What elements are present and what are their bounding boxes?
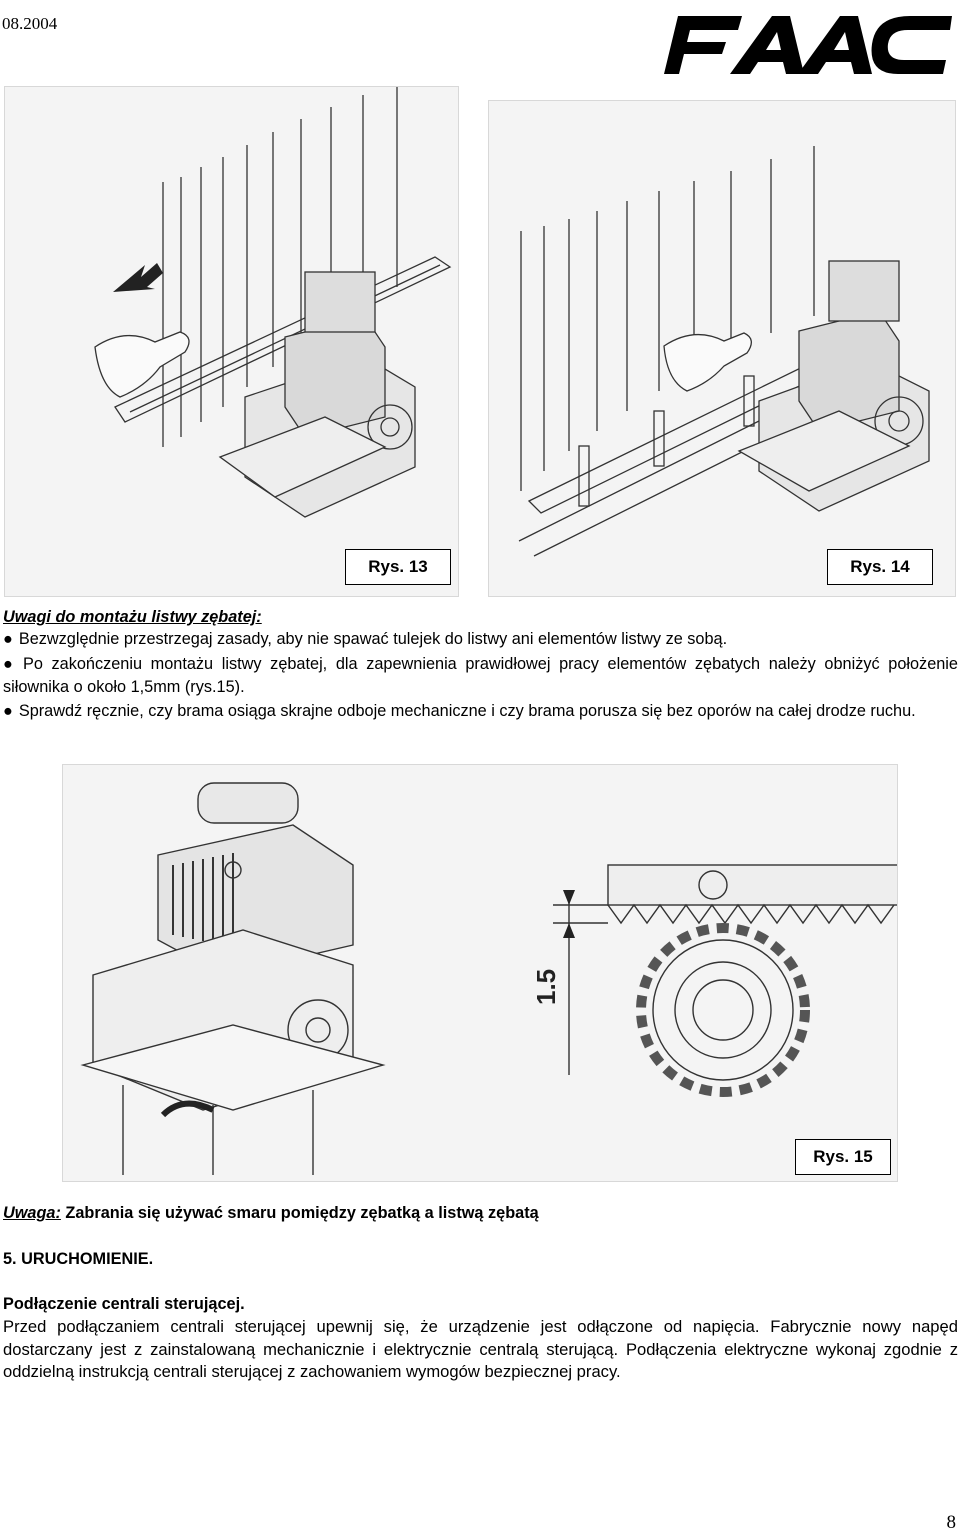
notes-bullet-1 — [3, 628, 958, 651]
figure-14-label: Rys. 14 — [827, 549, 933, 585]
figure-15 — [62, 764, 898, 1182]
figure-15-drawing — [63, 765, 898, 1182]
figure-13-drawing — [5, 87, 459, 597]
warning-line — [3, 1202, 958, 1225]
figure-15-label: Rys. 15 — [795, 1139, 891, 1175]
figure-14-drawing — [489, 101, 956, 597]
page-number: 8 — [946, 1512, 956, 1533]
notes-bullet-2-text: Po zakończeniu montażu listwy zębatej, dla zapewnienia prawidłowej pracy elementów zębatych należy obniżyć położenie siłownika o około 1,5mm (rys.15). — [3, 655, 958, 696]
bullet-dot: ● — [3, 655, 17, 673]
figure-13 — [4, 86, 459, 597]
notes-bullet-1-text: Bezwzględnie przestrzegaj zasady, aby nie spawać tulejek do listwy ani elementów listwy ze sobą. — [18, 630, 728, 648]
figure-13-label: Rys. 13 — [345, 549, 451, 585]
notes-title: Uwagi do montażu listwy zębatej: — [3, 608, 262, 626]
warning-text: Zabrania się używać smaru pomiędzy zębatką a listwą zębatą — [60, 1204, 539, 1222]
notes-bullet-2 — [3, 653, 958, 698]
figure-14 — [488, 100, 956, 597]
notes-bullet-3-text: Sprawdź ręcznie, czy brama osiąga skrajne odboje mechaniczne i czy brama porusza się bez oporów na całej drodze ruchu. — [18, 702, 916, 720]
fig15-dimension-label: 1.5 — [531, 968, 561, 1005]
document-date: 08.2004 — [2, 14, 58, 33]
section-body: Przed podłączaniem centrali sterującej upewnij się, że urządzenie jest odłączone od napięcia. Fabrycznie nowy napęd dostarczany jest z zainstalowaną mechanicznie i elektrycznie centralą sterującą. Podłączenia elektryczne wykonaj zgodnie z oddzielną instrukcją centrali sterującej z zachowaniem wymogów bezpiecznej pracy. — [3, 1317, 958, 1381]
notes-bullet-3 — [3, 700, 958, 723]
section-subtitle: Podłączenie centrali sterującej. — [3, 1295, 245, 1313]
section-title: 5. URUCHOMIENIE. — [3, 1250, 154, 1268]
faac-logo — [660, 4, 956, 80]
warning-label: Uwaga: — [3, 1204, 61, 1222]
bullet-dot: ● — [3, 630, 13, 648]
bullet-dot: ● — [3, 702, 13, 720]
